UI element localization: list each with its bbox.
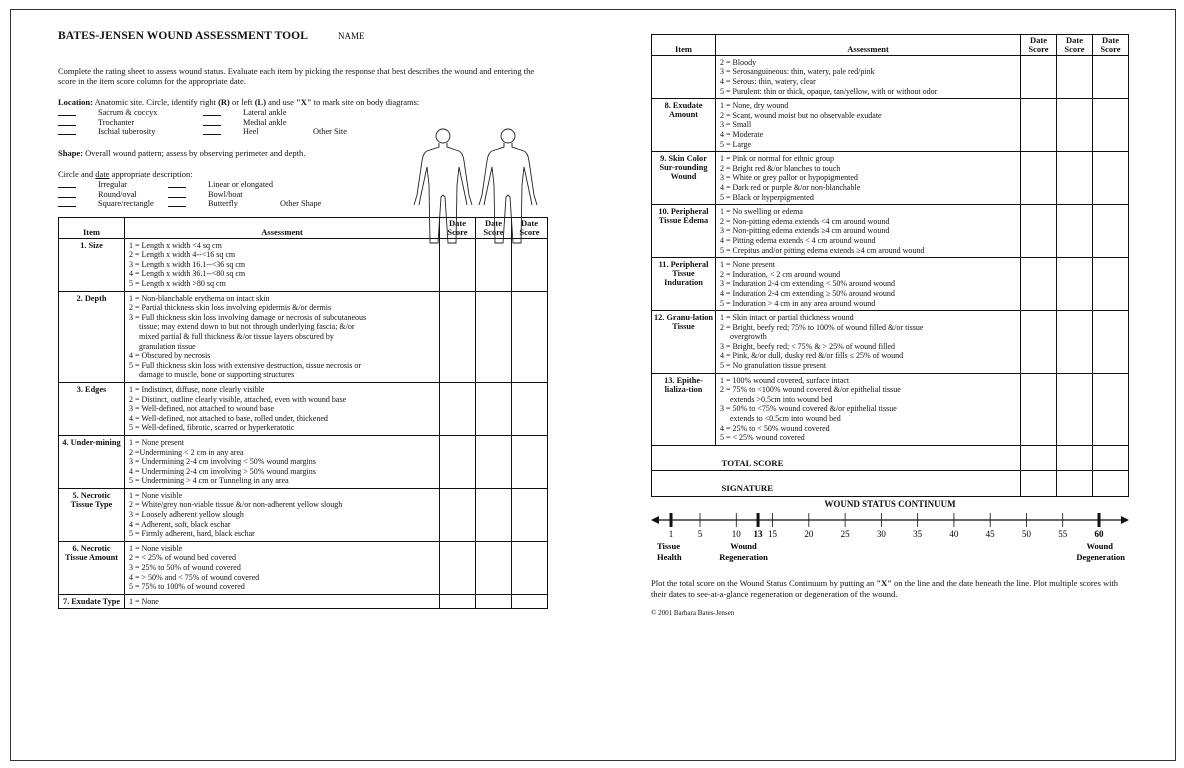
score-cell[interactable] bbox=[440, 382, 476, 435]
option-line: 2 = Non-pitting edema extends <4 cm around wound bbox=[720, 216, 890, 226]
item-name: 10. Peripheral Tissue Edema bbox=[652, 205, 716, 258]
option-line: 5 = No granulation tissue present bbox=[720, 361, 827, 371]
option-line: 3 = Induration 2-4 cm extending < 50% around wound bbox=[720, 279, 895, 289]
continuum-tick-label: 50 bbox=[1021, 528, 1031, 539]
score-cell[interactable] bbox=[1021, 152, 1057, 205]
option-line: 5 = Firmly adherent, hard, black eschar bbox=[129, 529, 255, 539]
continuum-label: Regeneration bbox=[719, 551, 768, 562]
option-line: 2 = 75% to <100% wound covered &/or epithelial tissue bbox=[720, 385, 901, 395]
item-name: 6. Necrotic Tissue Amount bbox=[59, 541, 125, 594]
site-blank[interactable] bbox=[58, 108, 76, 116]
item-name: 5. Necrotic Tissue Type bbox=[59, 488, 125, 541]
shape-option: Irregular bbox=[98, 180, 128, 190]
assessment-row bbox=[59, 291, 548, 382]
date-score-header: Date Score bbox=[512, 217, 548, 238]
assessment-options bbox=[716, 311, 1021, 374]
continuum-tick-label: 30 bbox=[876, 528, 886, 539]
shape-blank[interactable] bbox=[168, 199, 186, 207]
option-line: 4 = Induration 2-4 cm extending ≥ 50% around wound bbox=[720, 288, 895, 298]
site-option: Ischial tuberosity bbox=[98, 127, 156, 137]
assessment-options bbox=[716, 373, 1021, 445]
total-score-cell[interactable] bbox=[1021, 445, 1057, 471]
left-page bbox=[58, 30, 548, 609]
option-line: 5 = 75% to 100% of wound covered bbox=[129, 582, 245, 592]
option-line: 1 = None, dry wound bbox=[720, 101, 789, 111]
option-line: 1 = Length x width <4 sq cm bbox=[129, 240, 222, 250]
continuum-tick-label: 10 bbox=[731, 528, 741, 539]
score-cell[interactable] bbox=[1021, 311, 1057, 374]
continuum-tick-label: 35 bbox=[913, 528, 923, 539]
assessment-row bbox=[59, 541, 548, 594]
continuum-tick-label: 20 bbox=[804, 528, 814, 539]
site-blank[interactable] bbox=[58, 118, 76, 126]
item-name: 2. Depth bbox=[59, 291, 125, 382]
name-label: NAME bbox=[338, 31, 365, 41]
option-line: 5 = Length x width >80 sq cm bbox=[129, 279, 226, 289]
right-assessment-table bbox=[651, 34, 1129, 497]
body-back-figure bbox=[479, 129, 537, 243]
signature-cell[interactable] bbox=[1057, 471, 1093, 497]
score-cell[interactable] bbox=[476, 594, 512, 609]
option-line: 1 = 100% wound covered, surface intact bbox=[720, 375, 850, 385]
total-score-label: TOTAL SCORE bbox=[716, 445, 1021, 471]
assessment-options bbox=[716, 205, 1021, 258]
assessment-row bbox=[59, 435, 548, 488]
option-line: 2 = White/grey non-viable tissue &/or non-adherent yellow slough bbox=[129, 500, 343, 510]
option-line: 2 = Bloody bbox=[720, 57, 757, 67]
circle-instructions: Circle and date appropriate description: bbox=[58, 169, 193, 180]
item-name: 7. Exudate Type bbox=[59, 594, 125, 609]
site-option: Trochanter bbox=[98, 117, 135, 127]
signature-cell[interactable] bbox=[1021, 471, 1057, 497]
option-line: 2 = Induration, < 2 cm around wound bbox=[720, 269, 841, 279]
option-line: damage to muscle, bone or supporting structures bbox=[139, 370, 295, 380]
item-name bbox=[652, 55, 716, 98]
assessment-header: Assessment bbox=[125, 217, 440, 238]
option-line: 2 = Length x width 4--<16 sq cm bbox=[129, 250, 236, 260]
shape-instructions: Shape: Overall wound pattern; assess by observing perimeter and depth. bbox=[58, 147, 306, 158]
option-line: 4 = > 50% and < 75% of wound covered bbox=[129, 572, 260, 582]
shape-option: Linear or elongated bbox=[208, 180, 273, 190]
intro-text: Complete the rating sheet to assess wound status. Evaluate each item by picking the response that best describes the wound and entering the score in the item score column for the appropriate date. bbox=[58, 65, 535, 87]
score-cell[interactable] bbox=[476, 488, 512, 541]
site-option: Sacrum & coccyx bbox=[98, 108, 158, 118]
assessment-row bbox=[59, 382, 548, 435]
option-line: 4 = Moderate bbox=[720, 130, 764, 139]
score-cell[interactable] bbox=[1057, 373, 1093, 445]
right-arrow-icon bbox=[1121, 516, 1129, 524]
continuum-label: Degeneration bbox=[1076, 551, 1125, 562]
option-line: 2 = Bright red &/or blanches to touch bbox=[720, 163, 841, 173]
option-line: 5 = Full thickness skin loss with extensive destruction, tissue necrosis or bbox=[129, 360, 362, 370]
assessment-options bbox=[125, 594, 440, 609]
option-line: 4 = 25% to < 50% wound covered bbox=[720, 423, 830, 433]
score-cell[interactable] bbox=[1093, 205, 1129, 258]
score-cell[interactable] bbox=[440, 291, 476, 382]
option-line: 1 = None present bbox=[720, 260, 775, 270]
assessment-row bbox=[652, 205, 1129, 258]
assessment-header: Assessment bbox=[716, 35, 1021, 56]
shape-option: Bowl/boat bbox=[208, 189, 243, 199]
score-cell[interactable] bbox=[1057, 258, 1093, 311]
score-cell[interactable] bbox=[1093, 55, 1129, 98]
option-line: 2 = < 25% of wound bed covered bbox=[129, 553, 236, 563]
score-cell[interactable] bbox=[1057, 55, 1093, 98]
site-blank[interactable] bbox=[203, 118, 221, 126]
assessment-options bbox=[125, 382, 440, 435]
option-line: 3 = 50% to <75% wound covered &/or epithelial tissue bbox=[720, 404, 897, 414]
assessment-options bbox=[716, 99, 1021, 152]
score-cell[interactable] bbox=[440, 594, 476, 609]
option-line: 4 = Adherent, soft, black eschar bbox=[129, 519, 231, 529]
assessment-row bbox=[59, 594, 548, 609]
option-line: 3 = Bright, beefy red; < 75% & > 25% of wound filled bbox=[720, 341, 896, 351]
continuum-label: Health bbox=[657, 551, 682, 562]
continuum-tick-label: 5 bbox=[697, 528, 703, 539]
option-line: 3 = Length x width 16.1--<36 sq cm bbox=[129, 259, 246, 269]
score-cell[interactable] bbox=[1021, 99, 1057, 152]
continuum-label: Wound bbox=[730, 540, 757, 551]
shape-option: Butterfly bbox=[208, 199, 238, 209]
option-line: extends >0.5cm into wound bed bbox=[730, 394, 833, 404]
score-cell[interactable] bbox=[476, 435, 512, 488]
signature-label: SIGNATURE bbox=[716, 471, 1021, 497]
score-cell[interactable] bbox=[512, 488, 548, 541]
option-line: 5 = Black or hyperpigmented bbox=[720, 192, 814, 202]
option-line: 3 = White or grey pallor or hypopigmented bbox=[720, 173, 858, 183]
score-cell[interactable] bbox=[1093, 258, 1129, 311]
option-line: 5 = Undermining > 4 cm or Tunneling in any area bbox=[129, 476, 289, 486]
option-line: 4 = Well-defined, not attached to base, rolled under, thickened bbox=[129, 413, 328, 423]
location-instructions: Location: Anatomic site. Circle, identify right (R) or left (L) and use "X" to mark site on body diagrams: bbox=[58, 97, 420, 108]
score-cell[interactable] bbox=[476, 382, 512, 435]
option-line: 5 = Induration > 4 cm in any area around wound bbox=[720, 298, 876, 308]
assessment-row bbox=[652, 152, 1129, 205]
left-assessment-table bbox=[58, 217, 548, 610]
continuum-tick-label: 25 bbox=[840, 528, 850, 539]
site-option: Lateral ankle bbox=[243, 108, 287, 118]
option-line: 3 = Full thickness skin loss involving damage or necrosis of subcutaneous bbox=[129, 312, 367, 322]
site-blank[interactable] bbox=[203, 127, 221, 135]
item-name: 3. Edges bbox=[59, 382, 125, 435]
item-header: Item bbox=[59, 217, 125, 238]
option-line: 2 = Distinct, outline clearly visible, attached, even with wound base bbox=[129, 394, 347, 404]
option-line: 4 = Obscured by necrosis bbox=[129, 351, 211, 361]
score-cell[interactable] bbox=[512, 291, 548, 382]
item-header: Item bbox=[652, 35, 716, 56]
option-line: 5 = Purulent: thin or thick, opaque, tan/yellow, with or without odor bbox=[720, 86, 938, 96]
score-cell[interactable] bbox=[512, 382, 548, 435]
score-cell[interactable] bbox=[440, 488, 476, 541]
assessment-options bbox=[716, 152, 1021, 205]
site-option: Heel bbox=[243, 127, 259, 137]
option-line: granulation tissue bbox=[139, 341, 196, 351]
signature-cell[interactable] bbox=[1093, 471, 1129, 497]
copyright: © 2001 Barbara Bates-Jensen bbox=[651, 609, 735, 618]
option-line: 1 = Pink or normal for ethnic group bbox=[720, 154, 835, 164]
shape-blank[interactable] bbox=[168, 180, 186, 188]
continuum-tick-label: 13 bbox=[753, 528, 763, 539]
assessment-row bbox=[652, 373, 1129, 445]
option-line: 1 = None visible bbox=[129, 490, 183, 500]
shape-blank[interactable] bbox=[58, 199, 76, 207]
continuum-label: Tissue bbox=[657, 540, 680, 551]
right-page bbox=[651, 34, 1129, 618]
option-line: 4 = Pitting edema extends < 4 cm around wound bbox=[720, 235, 876, 245]
shape-blank[interactable] bbox=[168, 190, 186, 198]
plot-instructions: Plot the total score on the Wound Status Continuum by putting an "X" on the line and the date beneath the line. Plot multiple scores with their dates to see-at-a-glance regeneration or degeneration of the wound. bbox=[651, 577, 1119, 599]
score-cell[interactable] bbox=[476, 541, 512, 594]
site-option: Medial ankle bbox=[243, 117, 287, 127]
option-line: 3 = 25% to 50% of wound covered bbox=[129, 563, 241, 573]
score-cell[interactable] bbox=[1057, 311, 1093, 374]
option-line: 1 = None present bbox=[129, 437, 184, 447]
item-name: 1. Size bbox=[59, 238, 125, 291]
continuum-tick-label: 15 bbox=[768, 528, 778, 539]
score-cell[interactable] bbox=[1021, 258, 1057, 311]
assessment-row bbox=[652, 311, 1129, 374]
date-score-header: Date Score bbox=[1021, 35, 1057, 56]
other-shape-label: Other Shape bbox=[280, 199, 322, 209]
site-blank[interactable] bbox=[203, 108, 221, 116]
assessment-row bbox=[652, 55, 1129, 98]
continuum-label: Wound bbox=[1086, 540, 1113, 551]
assessment-options bbox=[716, 258, 1021, 311]
item-name: 8. Exudate Amount bbox=[652, 99, 716, 152]
item-name: 4. Under-mining bbox=[59, 435, 125, 488]
option-line: 5 = Crepitus and/or pitting edema extends ≥4 cm around wound bbox=[720, 245, 925, 255]
score-cell[interactable] bbox=[1021, 205, 1057, 258]
score-cell[interactable] bbox=[1057, 205, 1093, 258]
option-line: tissue; may extend down to but not through underlying fascia; &/or bbox=[139, 322, 355, 332]
signature-row bbox=[652, 471, 1129, 497]
option-line: 4 = Serous: thin, watery, clear bbox=[720, 77, 816, 87]
score-cell[interactable] bbox=[440, 435, 476, 488]
assessment-options bbox=[716, 55, 1021, 98]
score-cell[interactable] bbox=[1093, 311, 1129, 374]
option-line: extends to <0.5cm into wound bed bbox=[730, 414, 841, 424]
total-score-cell[interactable] bbox=[1093, 445, 1129, 471]
score-cell[interactable] bbox=[1021, 373, 1057, 445]
score-cell[interactable] bbox=[476, 291, 512, 382]
option-line: 1 = Non-blanchable erythema on intact skin bbox=[129, 293, 270, 303]
score-cell[interactable] bbox=[1057, 152, 1093, 205]
body-diagram[interactable] bbox=[405, 125, 545, 250]
option-line: 4 = Length x width 36.1--<80 sq cm bbox=[129, 269, 246, 279]
option-line: 4 = Pink, &/or dull, dusky red &/or fills ≤ 25% of wound bbox=[720, 351, 904, 361]
option-line: 1 = Skin intact or partial thickness wound bbox=[720, 313, 854, 323]
item-name: 12. Granu-lation Tissue bbox=[652, 311, 716, 374]
continuum-tick-label: 45 bbox=[985, 528, 995, 539]
assessment-options bbox=[125, 541, 440, 594]
continuum-title: WOUND STATUS CONTINUUM bbox=[824, 498, 956, 509]
option-line: 2 = Partial thickness skin loss involving epidermis &/or dermis bbox=[129, 303, 332, 313]
title-row bbox=[58, 30, 548, 44]
option-line: 3 = Small bbox=[720, 120, 752, 130]
assessment-row bbox=[652, 258, 1129, 311]
shape-option: Square/rectangle bbox=[98, 199, 154, 209]
score-cell[interactable] bbox=[1093, 373, 1129, 445]
item-name: 13. Epithe-lializa-tion bbox=[652, 373, 716, 445]
option-line: 4 = Undermining 2-4 cm involving > 50% wound margins bbox=[129, 466, 316, 476]
item-name: 9. Skin Color Sur-rounding Wound bbox=[652, 152, 716, 205]
option-line: 3 = Well-defined, not attached to wound base bbox=[129, 404, 275, 414]
option-line: 1 = Indistinct, diffuse, none clearly visible bbox=[129, 384, 265, 394]
item-name: 11. Peripheral Tissue Induration bbox=[652, 258, 716, 311]
option-line: 5 = Well-defined, fibrotic, scarred or hyperkeratotic bbox=[129, 423, 295, 433]
body-front-figure bbox=[414, 129, 472, 243]
option-line: 1 = No swelling or edema bbox=[720, 207, 803, 217]
total-score-row bbox=[652, 445, 1129, 471]
option-line: 3 = Loosely adherent yellow slough bbox=[129, 510, 244, 520]
option-line: 2 = Bright, beefy red; 75% to 100% of wound filled &/or tissue bbox=[720, 322, 924, 332]
score-cell[interactable] bbox=[1021, 55, 1057, 98]
date-score-header: Date Score bbox=[1093, 35, 1129, 56]
shape-blank[interactable] bbox=[58, 180, 76, 188]
score-cell[interactable] bbox=[1093, 99, 1129, 152]
score-cell[interactable] bbox=[440, 541, 476, 594]
page-title: BATES-JENSEN WOUND ASSESSMENT TOOL bbox=[58, 30, 308, 42]
option-line: 3 = Undermining 2-4 cm involving < 50% wound margins bbox=[129, 457, 316, 467]
left-arrow-icon bbox=[651, 516, 659, 524]
assessment-options bbox=[125, 435, 440, 488]
shape-option: Round/oval bbox=[98, 189, 137, 199]
option-line: 2 =Undermining < 2 cm in any area bbox=[129, 447, 244, 457]
option-line: 4 = Dark red or purple &/or non-blanchable bbox=[720, 182, 861, 192]
score-cell[interactable] bbox=[512, 435, 548, 488]
wound-status-continuum[interactable] bbox=[651, 510, 1129, 572]
other-site-label: Other Site bbox=[313, 127, 347, 137]
assessment-row bbox=[652, 99, 1129, 152]
option-line: 2 = Scant, wound moist but no observable exudate bbox=[720, 110, 882, 120]
continuum-tick-label: 1 bbox=[668, 528, 674, 539]
assessment-options bbox=[125, 488, 440, 541]
score-cell[interactable] bbox=[1093, 152, 1129, 205]
total-score-cell[interactable] bbox=[1057, 445, 1093, 471]
score-cell[interactable] bbox=[1057, 99, 1093, 152]
score-cell[interactable] bbox=[512, 594, 548, 609]
score-cell[interactable] bbox=[512, 541, 548, 594]
continuum-tick-label: 40 bbox=[949, 528, 959, 539]
option-line: 3 = Non-pitting edema extends ≥4 cm around wound bbox=[720, 226, 890, 236]
assessment-options bbox=[125, 291, 440, 382]
option-line: 5 = Large bbox=[720, 139, 752, 149]
site-blank[interactable] bbox=[58, 127, 76, 135]
date-score-header: Date Score bbox=[1057, 35, 1093, 56]
option-line: 1 = None bbox=[129, 596, 159, 606]
continuum-tick-label: 55 bbox=[1058, 528, 1068, 539]
option-line: 1 = None visible bbox=[129, 543, 183, 553]
assessment-options bbox=[125, 238, 440, 291]
shape-blank[interactable] bbox=[58, 190, 76, 198]
date-score-header: Date Score bbox=[440, 217, 476, 238]
date-score-header: Date Score bbox=[476, 217, 512, 238]
option-line: overgrowth bbox=[730, 332, 767, 342]
continuum-tick-label: 60 bbox=[1094, 528, 1104, 539]
option-line: 3 = Serosanguineous: thin, watery, pale red/pink bbox=[720, 67, 875, 77]
assessment-row bbox=[59, 488, 548, 541]
option-line: mixed partial & full thickness &/or tissue layers obscured by bbox=[139, 331, 334, 341]
option-line: 5 = < 25% wound covered bbox=[720, 433, 805, 443]
